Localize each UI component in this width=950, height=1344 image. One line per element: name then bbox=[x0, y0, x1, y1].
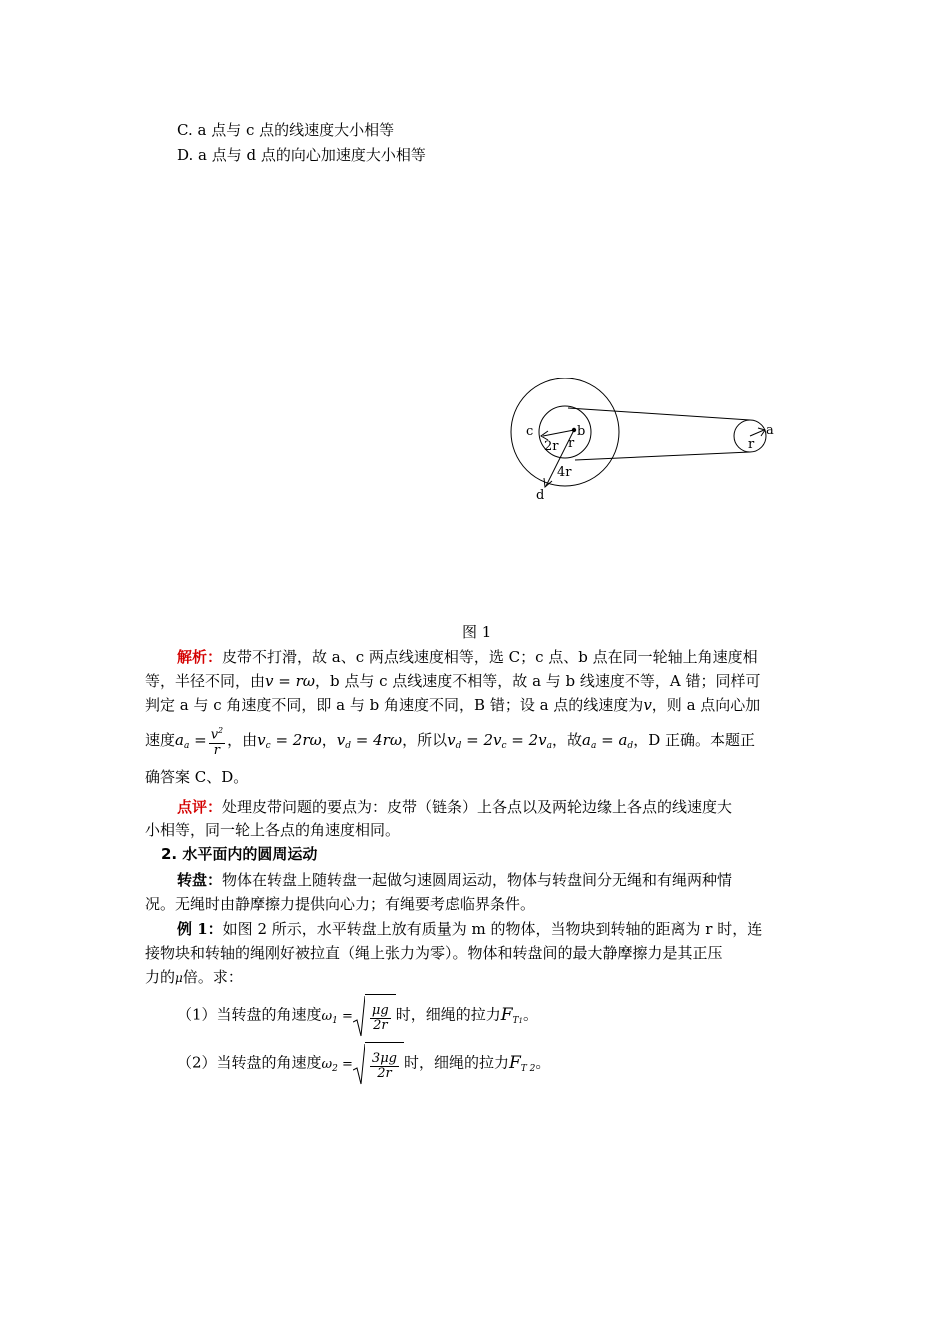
analysis-line-2: 等，半径不同，由v = rω，b 点与 c 点线速度不相等，故 a 与 b 线速度不等，A 错；同样可 bbox=[145, 672, 761, 690]
turntable-label: 转盘： bbox=[177, 871, 223, 889]
question-2: （2）当转盘的角速度$\omega_2$ = $\frac{3\mu g}{2r}$ 时，细绳的拉力$F_{T 2}$。 bbox=[177, 1042, 550, 1089]
formula-omega2: $\omega_2$ = bbox=[321, 1056, 353, 1074]
figure-1-diagram bbox=[500, 378, 790, 508]
formula-aa: $a_a$ = bbox=[175, 731, 207, 751]
example-line-1: 例 1：如图 2 所示，水平转盘上放有质量为 m 的物体，当物块到转轴的距离为 r 时，连 bbox=[177, 920, 763, 938]
formula-vd-2vc-2va: $v_d = 2v_c = 2v_a$ bbox=[447, 731, 553, 751]
example-label: 例 1： bbox=[177, 920, 223, 938]
comment-line-2: 小相等，同一轮上各点的角速度相同。 bbox=[145, 821, 401, 839]
example-line-3: 力的μ倍。求： bbox=[145, 968, 243, 986]
label-b: b bbox=[577, 424, 586, 439]
question-1: （1）当转盘的角速度$\omega_1$ = $\frac{\mu g}{2r}$ 时，细绳的拉力$F_{T1}$。 bbox=[177, 994, 538, 1041]
label-r-inner: r bbox=[568, 436, 575, 451]
turntable-line-2: 况。无绳时由静摩擦力提供向心力；有绳要考虑临界条件。 bbox=[145, 895, 536, 913]
symbol-mu: μ bbox=[175, 971, 183, 985]
analysis-line-4: 速度$a_a$ = $\frac{v^2}{r}$ ，由$v_c = 2r\omega$，$v_d = 4r\omega$，所以$v_d = 2v_c = 2v_a$，故$a_a = a_d$，D 正确。本题正 bbox=[145, 726, 755, 758]
belt-bottom bbox=[575, 452, 750, 460]
label-4r: 4r bbox=[557, 465, 572, 480]
option-c: C. a 点与 c 点的线速度大小相等 bbox=[177, 121, 395, 139]
sqrt-mug-2r: $\frac{\mu g}{2r}$ bbox=[353, 994, 396, 1037]
formula-aa-ad: $a_a = a_d$ bbox=[582, 731, 634, 751]
analysis-label: 解析： bbox=[177, 648, 223, 666]
figure-caption: 图 1 bbox=[462, 623, 492, 641]
comment-line-1: 点评：处理皮带问题的要点为：皮带（链条）上各点以及两轮边缘上各点的线速度大 bbox=[177, 798, 733, 816]
section-title: 2. 水平面内的圆周运动 bbox=[161, 845, 318, 863]
comment-label: 点评： bbox=[177, 798, 223, 816]
label-r-small: r bbox=[748, 437, 755, 452]
label-2r: 2r bbox=[544, 439, 559, 454]
formula-v-r-omega: v = rω bbox=[265, 672, 315, 690]
belt-top bbox=[568, 408, 750, 420]
analysis-line-3: 判定 a 与 c 角速度不同，即 a 与 b 角速度不同，B 错；设 a 点的线速度为v，则 a 点向心加 bbox=[145, 696, 761, 714]
sqrt-3mug-2r: $\frac{3\mu g}{2r}$ bbox=[353, 1042, 404, 1085]
label-c: c bbox=[526, 424, 534, 439]
label-d: d bbox=[536, 488, 545, 503]
option-d: D. a 点与 d 点的向心加速度大小相等 bbox=[177, 146, 426, 164]
analysis-line-1: 解析：皮带不打滑，故 a、c 两点线速度相等，选 C；c 点、b 点在同一轮轴上角速度相 bbox=[177, 648, 758, 666]
turntable-line-1: 转盘：物体在转盘上随转盘一起做匀速圆周运动，物体与转盘间分无绳和有绳两种情 bbox=[177, 871, 733, 889]
analysis-line-5: 确答案 C、D。 bbox=[145, 768, 249, 786]
label-a: a bbox=[766, 423, 774, 438]
example-line-2: 接物块和转轴的绳刚好被拉直（绳上张力为零）。物体和转盘间的最大静摩擦力是其正压 bbox=[145, 944, 723, 962]
formula-FT2: $F_{T 2}$ bbox=[508, 1052, 536, 1074]
formula-vc: $v_c = 2r\omega$ bbox=[257, 731, 322, 751]
fraction-v2-over-r: $\frac{v^2}{r}$ bbox=[210, 726, 224, 758]
formula-FT1: $F_{T1}$ bbox=[500, 1004, 523, 1026]
formula-vd: $v_d = 4r\omega$ bbox=[336, 731, 403, 751]
formula-omega1: $\omega_1$ = bbox=[321, 1008, 353, 1026]
